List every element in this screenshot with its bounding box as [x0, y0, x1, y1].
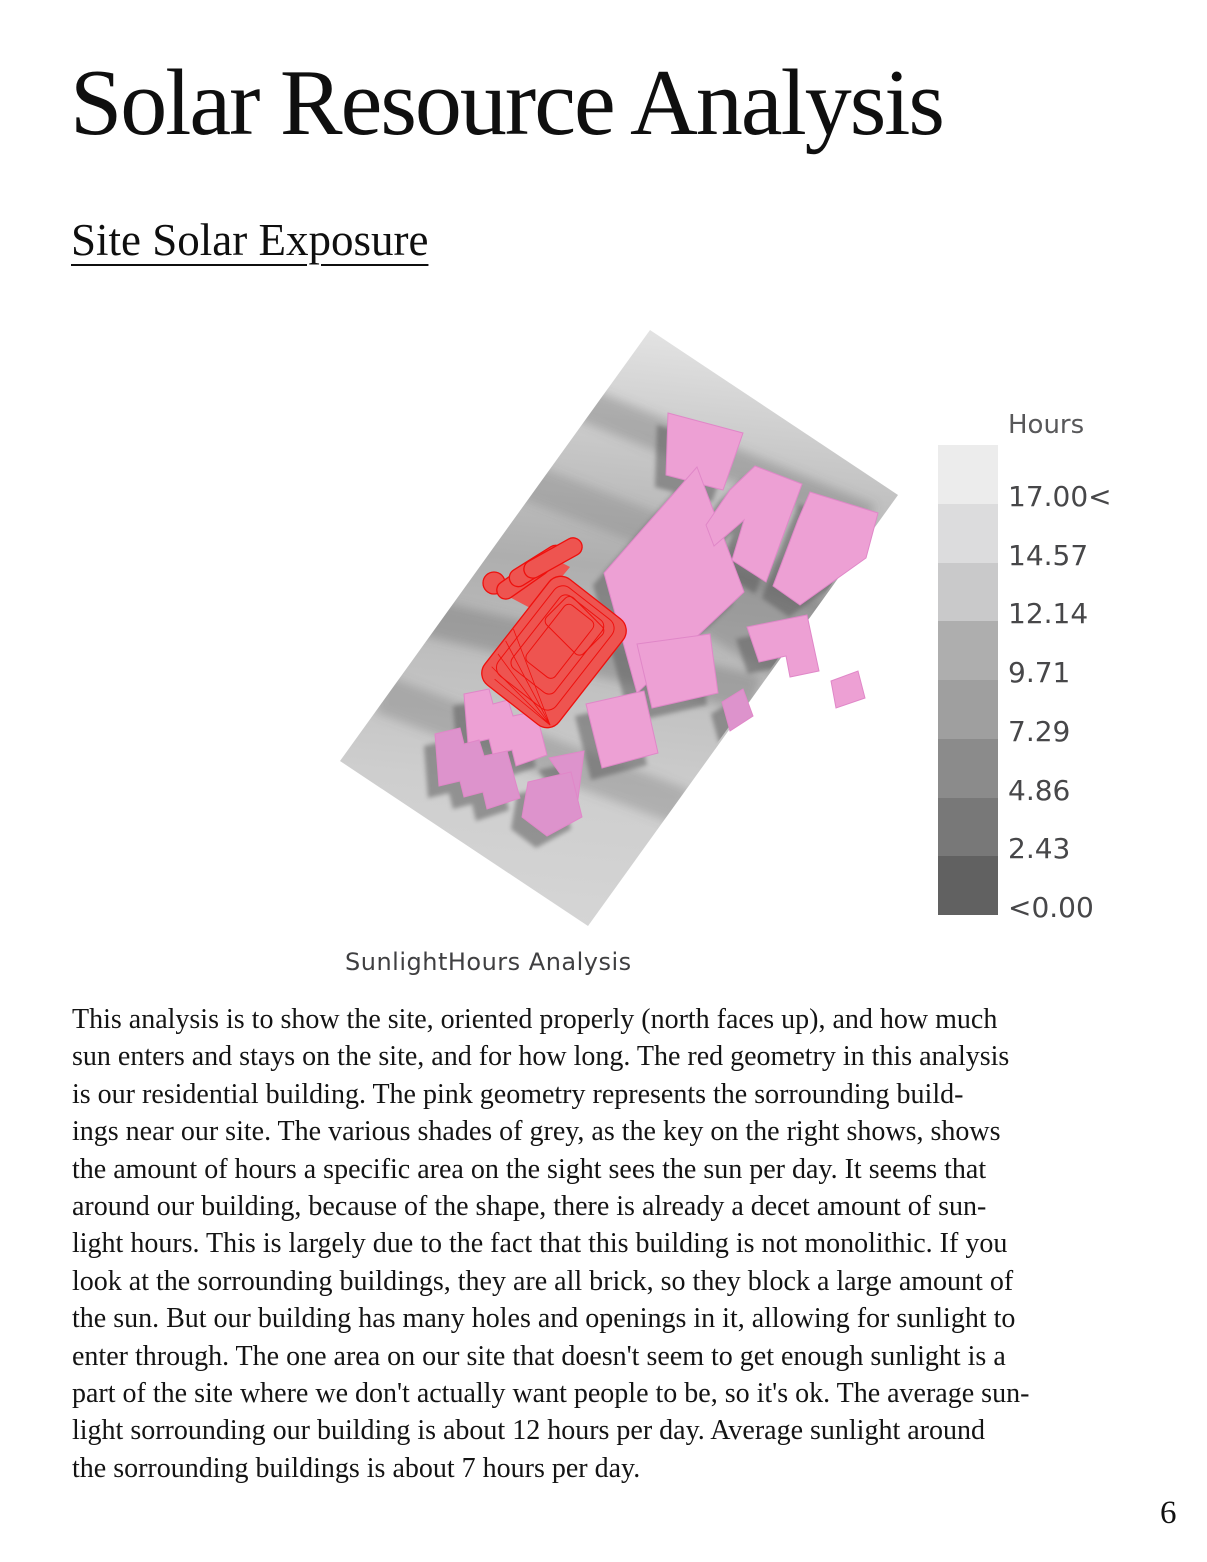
- page-title: Solar Resource Analysis: [70, 51, 943, 155]
- body-line-3: ings near our site. The various shades of grey, as the key on the right shows, shows: [72, 1116, 1001, 1148]
- legend-tick-0: 17.00<: [1008, 479, 1112, 513]
- figure-caption: SunlightHours Analysis: [345, 948, 632, 976]
- legend-segment-6: [938, 798, 998, 857]
- section-heading: Site Solar Exposure: [71, 215, 429, 265]
- legend-segment-7: [938, 856, 998, 915]
- body-line-0: This analysis is to show the site, oriented properly (north faces up), and how much: [72, 1004, 998, 1035]
- page-number: 6: [1160, 1495, 1177, 1531]
- body-line-10: part of the site where we don't actually want people to be, so it's ok. The average sun-: [72, 1378, 1030, 1410]
- body-line-9: enter through. The one area on our site that doesn't seem to get enough sunlight is a: [72, 1340, 1006, 1372]
- body-line-6: light hours. This is largely due to the fact that this building is not monolithic. If you: [72, 1228, 1008, 1260]
- legend-tick-6: 2.43: [1008, 832, 1071, 866]
- legend-segment-0: [938, 445, 998, 504]
- body-line-7: look at the sorrounding buildings, they are all brick, so they block a large amount of: [72, 1265, 1014, 1297]
- body-line-11: light sorrounding our building is about 12 hours per day. Average sunlight around: [72, 1415, 985, 1447]
- legend-colorbar: [938, 445, 998, 915]
- legend-tick-1: 14.57: [1008, 538, 1089, 572]
- legend-segment-4: [938, 680, 998, 739]
- body-line-5: around our building, because of the shape, there is already a decet amount of sun-: [72, 1191, 987, 1223]
- body-line-4: the amount of hours a specific area on the sight sees the sun per day. It seems that: [72, 1153, 987, 1185]
- sunlight-hours-map: [330, 320, 910, 940]
- legend-segment-1: [938, 504, 998, 563]
- legend-segment-3: [938, 621, 998, 680]
- legend-title: Hours: [1008, 410, 1085, 440]
- body-line-2: is our residential building. The pink geometry represents the sorrounding build-: [72, 1078, 964, 1110]
- legend-segment-5: [938, 739, 998, 798]
- legend-segment-2: [938, 563, 998, 622]
- legend-tick-4: 7.29: [1008, 714, 1071, 748]
- body-line-12: the sorrounding buildings is about 7 hours per day.: [72, 1452, 641, 1484]
- legend-tick-7: <0.00: [1008, 891, 1094, 924]
- legend-tick-3: 9.71: [1008, 656, 1071, 689]
- legend-tick-2: 12.14: [1008, 597, 1089, 631]
- body-line-8: the sun. But our building has many holes and openings in it, allowing for sunlight to: [72, 1303, 1016, 1335]
- body-paragraph: [72, 1001, 1162, 1487]
- legend-tick-5: 4.86: [1008, 773, 1071, 807]
- body-line-1: sun enters and stays on the site, and for how long. The red geometry in this analysis: [72, 1041, 1010, 1073]
